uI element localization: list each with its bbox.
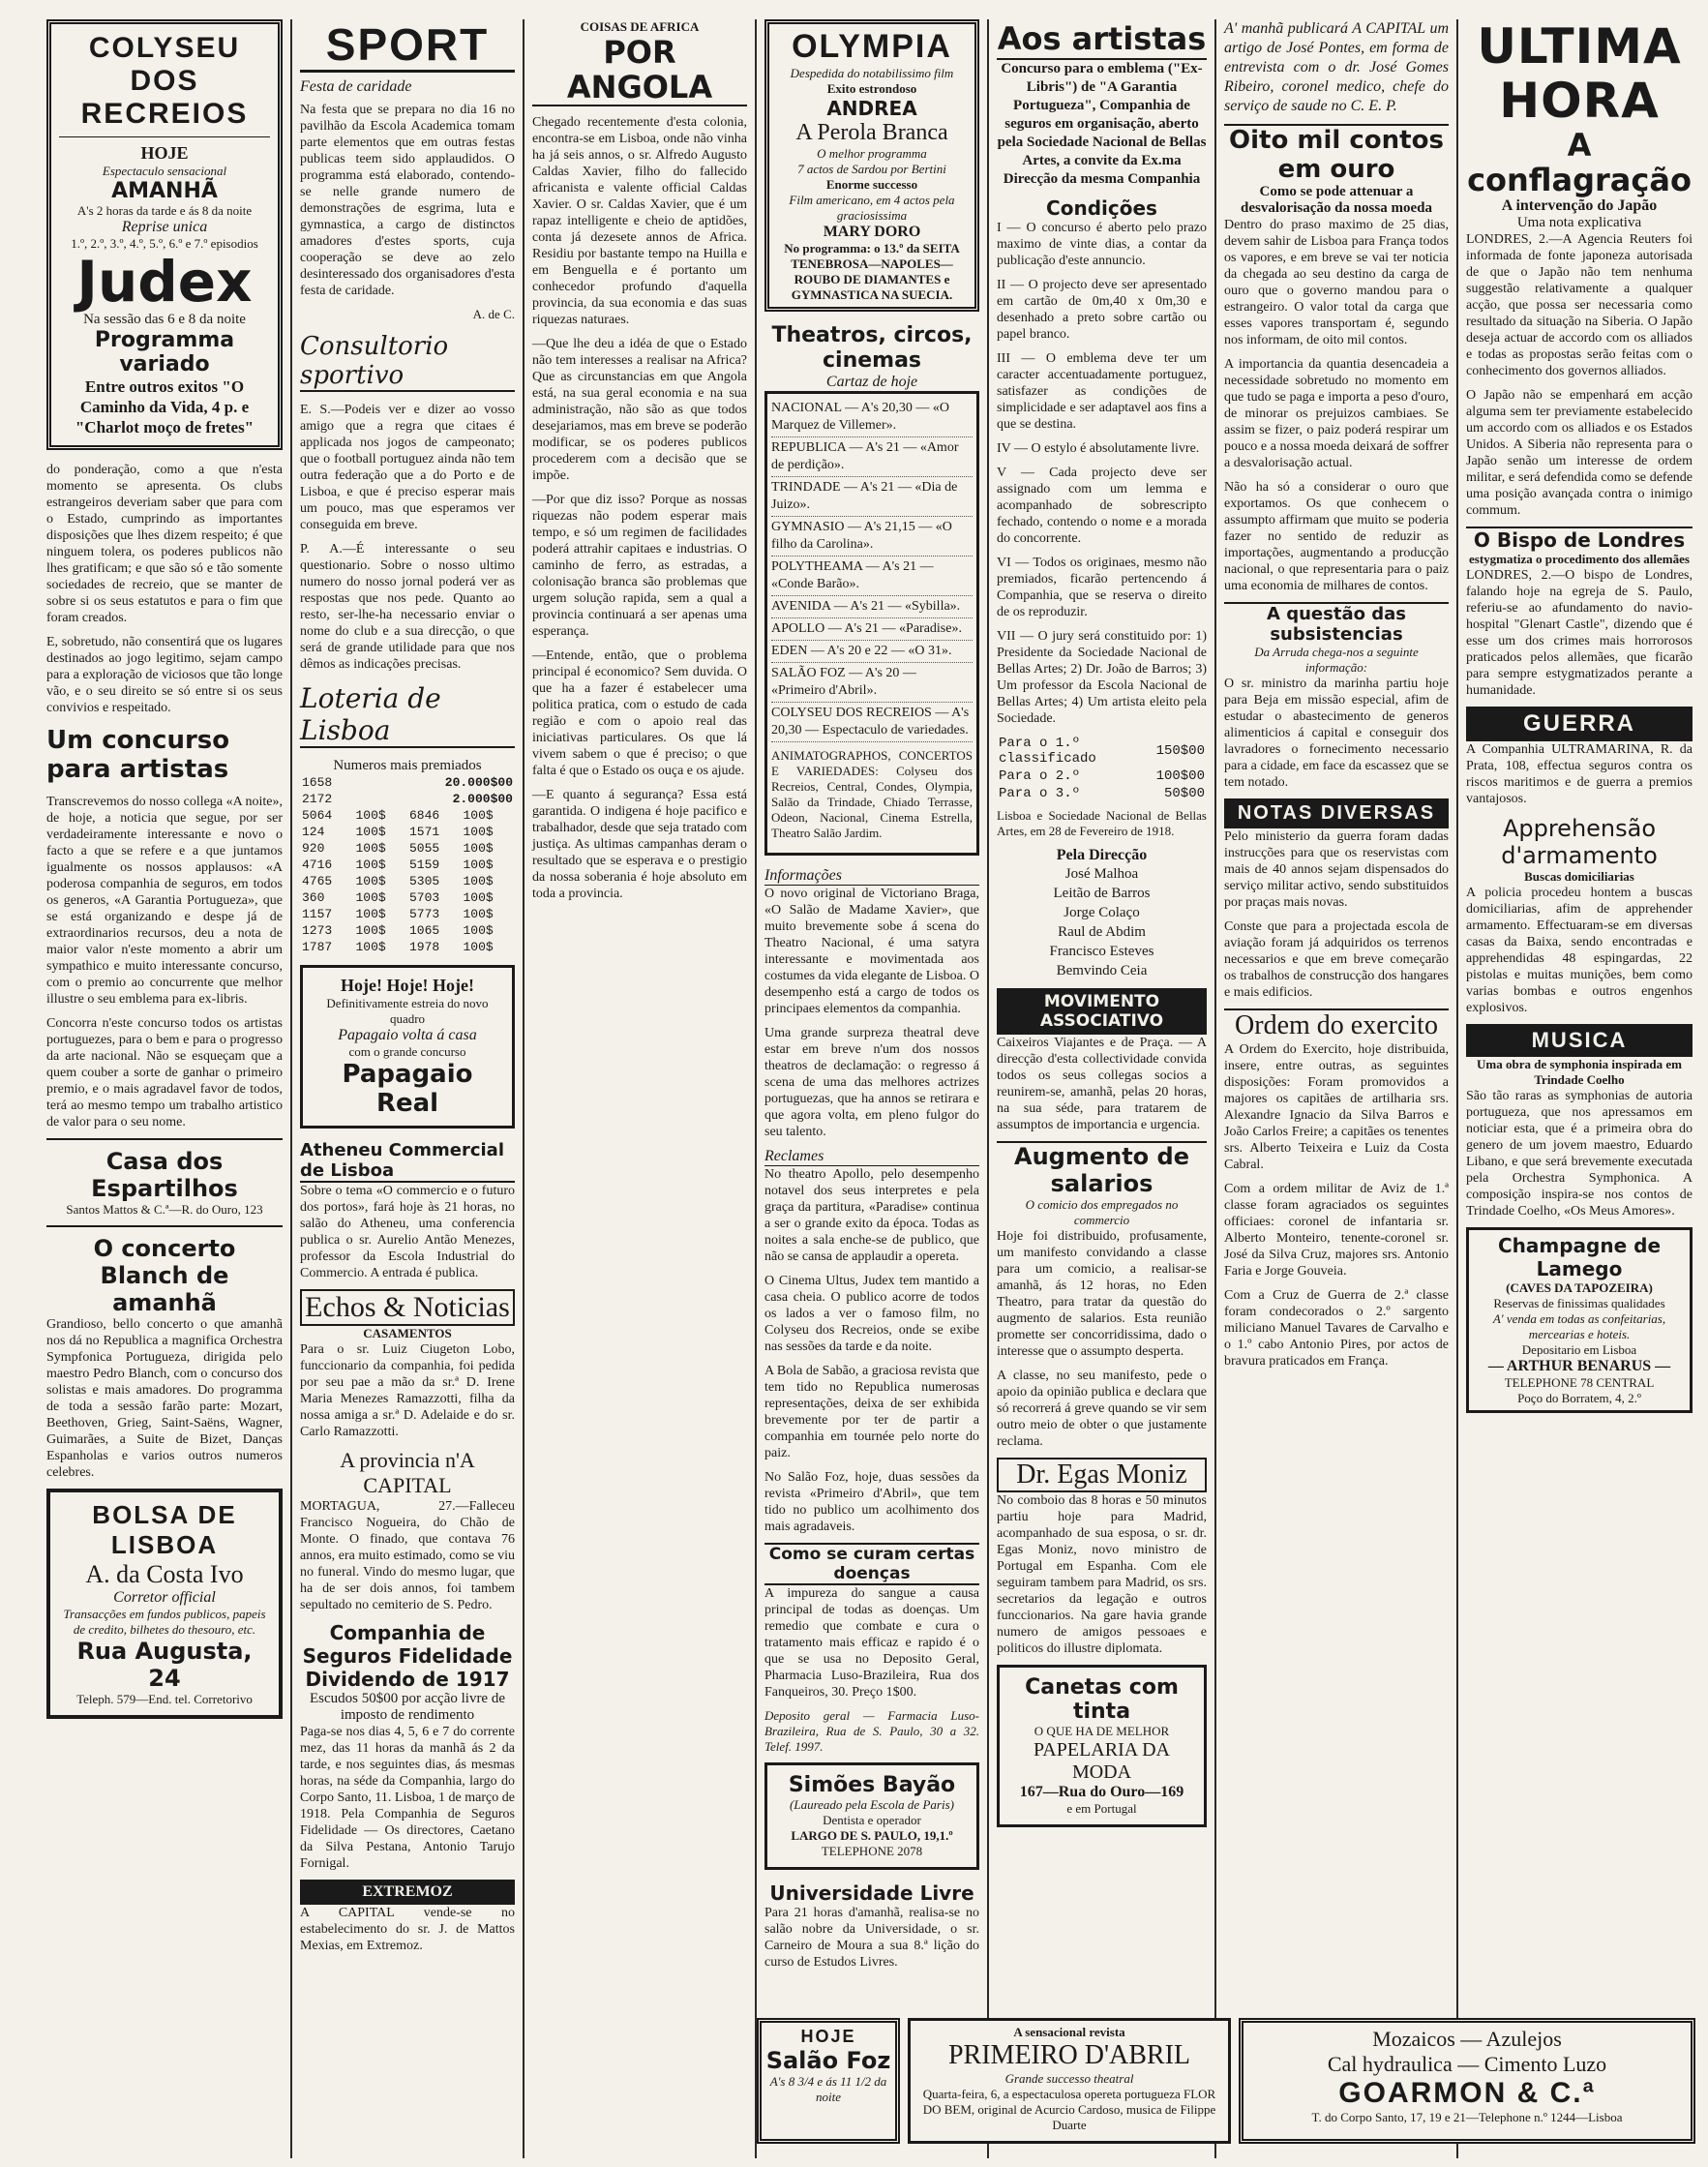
column-7 [1458,19,1700,2158]
loteria-cell: 100$ [463,890,494,905]
loteria-cell: 100$ [463,940,494,954]
premio-row [997,735,1207,767]
olympia-enorme: Enorme successo [825,177,918,192]
olympia-programma: No programma: o 13.º da SEITA TENEBROSA—NAPOLES—ROUBO DE DIAMANTES e GYMNASTICA NA SUECIA. [784,241,960,302]
festa-title: Festa de caridade [300,78,412,95]
cartaz-item: NACIONAL — A's 20,30 — «O Marquez de Villemer». [771,398,973,437]
goarmon-title: GOARMON & C.ª [1338,2077,1596,2109]
espartilhos-ad [46,1148,283,1218]
loteria-prize: 20.000$00 [444,775,513,790]
canetas-ad [997,1665,1207,1827]
premio-row [997,785,1207,802]
movimento-title: MOVIMENTO ASSOCIATIVO [997,988,1207,1035]
casamentos-title: CASAMENTOS [363,1326,452,1340]
loteria-row [300,939,515,955]
loteria-row [300,824,515,840]
champagne-desc: Reservas de finissimas qualidades [1493,1296,1665,1310]
grande-successo: Grande successo theatral [1004,2071,1134,2086]
olympia-melhor: O melhor programma [817,146,927,161]
primeiro-abril-ad [908,2018,1231,2144]
angola-text: —Por que diz isso? Porque as nossas riquezas não podem esperar mais tempo, e só um regimen de facilidades poderá attrahir capitaes e industrias. O caminho de ferro, as estradas, a colonisação branca são problemas que urgem solução rapida, sem a qual a provincia continuará a ser apenas uma esperança. [532,493,747,639]
bispo-text: LONDRES, 2.—O bispo de Londres, falando hoje na egreja de S. Paulo, referiu-se ao afundamento do navio-hospital "Glenart Castle", dizendo que é esse um dos crimes mais horrorosos praticados pelos allemães, que ficarão para sempre estygmatizados perante a humanidade. [1466,568,1693,698]
espartilhos-address: Santos Mattos & C.ª—R. do Ouro, 123 [66,1202,263,1217]
cal-hydraulica: Cal hydraulica — Cimento Luzo [1327,2052,1607,2076]
condicoes-title: Condições [1046,196,1157,220]
papagaio-hoje: Hoje! Hoje! Hoje! [341,976,474,995]
atheneu-text: Sobre o tema «O commercio e o futuro dos portos», fará hoje às 21 horas, no salão do Atheneu, uma conferencia publica o sr. Aurelio Antão Menezes, professor da Escola Industrial do Commercio. A entrada é publica. [300,1184,515,1280]
artistas-title: Aos artistas [997,19,1207,60]
loteria-row [300,906,515,922]
loteria-cell: 100$ [463,825,494,839]
quarta-feira: Quarta-feira, 6, a espectaculosa opereta portugueza FLOR DO BEM, original de Acurcio Cardoso, musica de Filippe Duarte [922,2087,1216,2132]
angola-text: —E quanto á segurança? Essa está garantida. O indigena é hoje pacifico e trabalhador, desde que seja tratado com justiça. As ultimas campanhas deram o resultado que se esperava e o prestigio da nossa soberania é hoje absoluto em toda a provincia. [532,788,747,901]
salao-horas: A's 8 3/4 e ás 11 1/2 da noite [769,2074,887,2104]
papelaria-subtitle: e em Portugal [1066,1801,1137,1816]
loteria-cell: 5773 [409,907,440,921]
musica-text: São tão raras as symphonias de autoria portugueza, que nos apressamos em noticiar esta, que é a primeira obra do genero de um jovem maestro, Eduardo Libano, e que será brevemente executada pela Orchestra Symphonica. A composição inspira-se nos contos de Trindade Coelho, «Os Meus Amores». [1466,1089,1693,1219]
loteria-row [300,857,515,873]
cartaz-item: GYMNASIO — A's 21,15 — «O filho da Carolina». [771,517,973,557]
sensacional-label: A sensacional revista [1013,2025,1125,2039]
olympia-andrea: ANDREA [826,97,917,120]
column-5 [989,19,1214,2158]
sport-title: SPORT [300,19,515,73]
guerra-title: GUERRA [1466,707,1693,741]
bolsa-role: Corretor official [113,1589,216,1606]
mozaicos: Mozaicos — Azulejos [1372,2027,1562,2051]
pela-direccao: Pela Direcção [1056,847,1148,863]
olympia-film: Film americano, em 4 actos pela graciosissima [789,193,955,223]
japao-title: A intervenção do Japão [1501,197,1658,214]
colyseu-reprise: Reprise unica [121,219,208,235]
loteria-row [300,807,515,824]
festa-text: Na festa que se prepara no dia 16 no pavilhão da Escola Academica tomam parte elementos que em outras festas publicas teem sido applaudidos. O programma está elaborado, contendo-se nelle grande numero de demonstrações de esgrima, luta e gymnastica, a cargo de distinctos amadores d'estes sports, cuja cooperação se deve ao zelo desinteressado dos organisadores d'esta festa de caridade. [300,103,515,298]
artistas-text: Concurso para o emblema ("Ex-Libris") de "A Garantia Portugueza", Companhia de seguros em organisação, aberto pela Sociedade Nacional de Bellas Artes, a convite da Ex.ma Direcção da mesma Companhia [997,61,1207,187]
loteria-cell: 100$ [355,923,386,938]
musica-subtitle: Uma obra de symphonia inspirada em Trindade Coelho [1477,1057,1682,1087]
oito-text: A importancia da quantia desencadeia a necessidade sobretudo no momento em que tudo se paga e importa a peso d'ouro, de minorar os prejuizos cambiaes. Se assim se fizer, o paiz poderá respirar um pouco e a nossa moeda deixará de soffrer a desvalorisação actual. [1224,357,1449,470]
loteria-cell: 100$ [355,907,386,921]
premio-label: Para o 2.º [999,768,1081,784]
curam-signature: Deposito geral — Farmacia Luso-Brazileira, Rua de S. Paulo, 30 a 32. Telef. 1997. [764,1708,979,1754]
jury-name: Raul de Abdim [1058,924,1146,940]
simoes-subtitle: (Laureado pela Escola de Paris) [790,1797,954,1812]
cartaz-item: REPUBLICA — A's 21 — «Amor de perdição». [771,437,973,477]
cartaz-item: APOLLO — A's 21 — «Paradise». [771,618,973,641]
colyseu-horas: A's 2 horas da tarde e ás 8 da noite [76,203,253,218]
concerto-text: Grandioso, bello concerto o que amanhã nos dá no Republica a magnifica Orchestra Sympfonica Portugueza, dirigida pelo maestro Pedro Blanch, com o concurso dos solistas e mais amadores. Do programma de toda a sessão farão parte: Mozart, Beethoven, Grieg, Saint-Saëns, Wagner, Guimarães, a Suite de Bizet, Danças Espanholas e varios outros numeros celebres. [46,1317,283,1480]
champagne-subtitle: (CAVES DA TAPOZEIRA) [1506,1280,1653,1295]
loteria-row [300,840,515,857]
loteria-row [300,922,515,939]
loteria-cell: 5305 [409,874,440,888]
colyseu-hoje: HOJE [140,143,189,163]
apprehensao-title: Apprehensão d'armamento [1501,815,1658,869]
jury-names [997,864,1207,980]
extremoz-title: EXTREMOZ [300,1880,515,1905]
condicao-item: VII — O jury será constituido por: 1) Presidente da Sociedade Nacional de Bellas Artes; 2) Dr. João de Barros; 3) Um professor da Escola Nacional de Bellas Artes; 4) Um artista eleito pela Sociedade. [997,629,1207,726]
papagaio-ad [300,965,515,1129]
festa-signature: A. de C. [472,307,515,321]
animatographos-text: ANIMATOGRAPHOS, CONCERTOS E VARIEDADES: Colyseu dos Recreios, Central, Condes, Olympia, Salão da Trindade, Chiado Terrasse, Odeon, Nacional, Cinema Estrella, Theatro Salão Jardim. [771,748,973,840]
loteria-cell: 100$ [355,890,386,905]
informacoes-text: O novo original de Victoriano Braga, «O Salão de Madame Xavier», que muito brevemente sobe á scena do Theatro Nacional, é uma satyra interessante e movimentada aos costumes da vida elegante de Lisboa. O desempenho está a cargo de todos os principaes elementos da companhia. [764,887,979,1016]
buscas-subtitle: Buscas domiciliarias [1524,869,1634,884]
loteria-top-row [300,774,515,791]
colyseu-programma: Programma variado [94,328,235,376]
goarmon-address: T. do Corpo Santo, 17, 19 e 21—Telephone n.º 1244—Lisboa [1311,2110,1623,2124]
column-6 [1216,19,1456,2158]
dividendo-title: Dividendo de 1917 [305,1668,510,1691]
papelaria-address: 167—Rua do Ouro—169 [1019,1784,1184,1800]
reclames-text: O Cinema Ultus, Judex tem mantido a casa cheia. O publico acorre de todos os lados a ver o famoso film, no Colyseu dos Recreios, onde se exibe nas sessões da tarde e da noite. [764,1274,979,1354]
universidade-title: Universidade Livre [769,1881,974,1905]
cartaz-item: COLYSEU DOS RECREIOS — A's 20,30 — Espectaculo de variedades. [771,703,973,742]
consultorio-text: E. S.—Podeis ver e dizer ao vosso amigo que a regra que citaes é applicada nos jogos de campeonato; que o football portuguez ainda não tem outra federação que a do Porto e de Lisboa, e que é preciso esperar mais um pouco, mas que esperamos ver conseguida em breve. [300,403,515,532]
questao-title: A questão das subsistencias [1224,602,1449,645]
amanha-intro: A' manhã publicará A CAPITAL um artigo de José Pontes, em forma de entrevista com o dr. José Gomes Ribeiro, coronel medico, chefe do serviço de saude no C. E. P. [1224,20,1449,114]
jury-name: Bemvindo Ceia [1056,963,1148,978]
ordem-text: Com a ordem militar de Aviz de 1.ª classe foram agraciados os seguintes officiaes: coronel de infantaria sr. Alberto Monteiro, tenente-coronel sr. José da Silva Cruz, majores srs. Antonio Faria e Jorge Gouveia. [1224,1182,1449,1279]
champagne-arthur: — ARTHUR BENARUS — [1487,1358,1671,1374]
notas-text: Pelo ministerio da guerra foram dadas instrucções para que os reservistas com mais de 40 annos sejam dispensados do serviço militar activo, sendo substituidos por praças mais novas. [1224,829,1449,910]
angola-text: —Entende, então, que o problema principal é economico? Sem duvida. O que ha a fazer é estabelecer uma politica pratica, com o estudo de cada região e com o apoio real das iniciativas particulares. Os que lá vivem sabem o que é preciso; o que falta é que o Estado os ouça e os ajude. [532,648,747,778]
loteria-cell: 100$ [463,858,494,872]
olympia-name: OLYMPIA [792,28,952,65]
loteria-row [300,889,515,906]
loteria-cell: 100$ [355,808,386,823]
provincia-text: MORTAGUA, 27.—Falleceu Francisco Nogueira, do Chão de Monte. O finado, que contava 76 annos, era muito estimado, como se viu no funeral. Vindo do mesmo lugar, que ha de ser dois annos, foi tambem sepultado no cemiterio de S. Pedro. [300,1499,515,1612]
angola-title: POR ANGOLA [532,35,747,106]
reclames-text: A Bola de Sabão, a graciosa revista que tem tido no Republica numerosas representações, deixa de ser exhibida brevemente por ter de partir a companhia em tournée pelo norte do paiz. [764,1364,979,1460]
loteria-cell: 4765 [302,874,333,888]
condicao-item: III — O emblema deve ter um caracter accentuadamente portuguez, satisfazer as condições de simplicidade e ser adaptavel aos fins a que se destina. [997,351,1207,432]
loteria-table [300,774,515,955]
ordem-title: Ordem do exercito [1224,1008,1449,1041]
loteria-number: 2172 [302,792,333,806]
condicao-item: VI — Todos os originaes, mesmo não premiados, ficarão pertencendo á Companhia, que se reserva o direito de os reproduzir. [997,556,1207,619]
champagne-text: A' venda em todas as confeitarias, mercearias e hoteis. [1492,1311,1666,1341]
salao-hoje: HOJE [800,2027,856,2046]
cartaz-item: SALÃO FOZ — A's 20 — «Primeiro d'Abril». [771,663,973,703]
premio-row [997,767,1207,785]
cartaz-item: POLYTHEAMA — A's 21 — «Conde Barão». [771,557,973,596]
olympia-ad [764,19,979,312]
papagaio-line: com o grande concurso [348,1044,466,1059]
concurso-text: Concorra n'este concurso todos os artistas portuguezes, para o bem e para o progresso da arte nacional. Não se esqueçam que a quem couber a sorte de ganhar o primeiro premio, e o mais agradavel favor de todos, terá ao mesmo tempo um trabalho artistico de valor para o seu nome. [46,1016,283,1129]
loteria-cell: 5064 [302,808,333,823]
jury-name: Francisco Esteves [1049,944,1154,959]
ordem-text: Com a Cruz de Guerra de 2.ª classe foram condecorados o 2.º sargento miliciano Manuel Tavares de Carvalho e o 1.º cabo Antonio Pires, por actos de bravura praticados em França. [1224,1288,1449,1369]
champagne-telephone: TELEPHONE 78 CENTRAL [1504,1375,1655,1390]
informacoes-text: Uma grande surpreza theatral deve estar em breve n'um dos nossos theatros de declamação: o regresso á scena de uma das melhores actrizes portuguezas, que ha annos se retirara e que agora volta, em pleno fulgor do seu talento. [764,1026,979,1139]
augmento-text: Hoje foi distribuido, profusamente, um manifesto convidando a classe para um comicio, a realisar-se amanhã, ás 12 horas, no Eden Theatro, para tratar da questão do augmento de salarios. Esta reunião promette ser concorridissima, dado o interesse que o assumpto desperta. [997,1229,1207,1359]
premio-value: 150$00 [1155,743,1205,759]
augmento-subtitle: O comicio dos empregados no commercio [1025,1197,1179,1227]
bispo-title: O Bispo de Londres [1466,527,1693,552]
signature-intro: Lisboa e Sociedade Nacional de Bellas Artes, em 28 de Fevereiro de 1918. [997,808,1207,838]
canetas-title: Canetas com tinta [1025,1675,1179,1724]
simoes-telephone: TELEPHONE 2078 [821,1844,923,1858]
article-text: do ponderação, como a que n'esta momento se apresenta. Os clubs estrangeiros deveriam saber que para com o Estado, cumprindo as importantes disposições que lhes dizem respeito; é que ninguem tolera, os poderes publicos não lhes gratificam; e que são só e tão somente sociedades de recreio, que se manter de sobre si os seus estatutos e para o fim que foram creados. [46,463,283,625]
egas-text: No comboio das 8 horas e 50 minutos partiu hoje para Madrid, acompanhado de sua esposa, o sr. dr. Egas Moniz, novo ministro de Portugal em Espanha. Com ele seguiram tambem para Madrid, os srs. secretarios da legação e outros funccionarios. Na gare havia grande numero de amigos pessoaes e politicos do illustre diplomata. [997,1493,1207,1656]
cartaz-title: Cartaz de hoje [825,374,918,390]
oito-text: Dentro do praso maximo de 25 dias, devem sahir de Lisboa para França todos os vapores, e em breve se vai ter noticia da chegada ao seu destino da carga de ouro que o governo mandou para o estrangeiro. O valor total da carga que esses vapores transportam é, segundo nos informam, de oito mil contos. [1224,218,1449,347]
jury-name: Jorge Colaço [1064,905,1140,920]
guerra-text: A Companhia ULTRAMARINA, R. da Prata, 108, effectua seguros contra os riscos maritimos e de guerra a premios vantajosos. [1466,742,1693,806]
loteria-cell: 100$ [355,874,386,888]
cartaz-item: EDEN — A's 20 e 22 — «O 31». [771,641,973,663]
concerto-title: O concerto Blanch de amanhã [93,1235,236,1316]
notas-text: Conste que para a projectada escola de aviação foram já adquiridos os terrenos necessarios e que em breve começarão os trabalhos de construcção dos hangares e mais edificios. [1224,919,1449,1000]
cartaz-item: AVENIDA — A's 21 — «Sybilla». [771,596,973,618]
primeiro-abril-title: PRIMEIRO D'ABRIL [947,2040,1191,2070]
simoes-title: Simões Bayão [788,1773,956,1797]
goarmon-ad [1239,2018,1695,2144]
provincia-title: A provincia n'A CAPITAL [340,1448,475,1497]
loteria-cell: 100$ [463,808,494,823]
condicao-item: II — O projecto deve ser apresentado em cartão de 0m,40 x 0m,30 e desenhado a preto sobre cartão ou papel branco. [997,278,1207,342]
canetas-subtitle: O QUE HA DE MELHOR [1034,1724,1170,1738]
angola-text: —Que lhe deu a idéa de que o Estado não tem interesses a realisar na Africa? Que as circunstancias em que Angola está, na sua geral economia e na sua administração, não são as que todos desejariamos, mas em breve se poderão modificar, se os poderes publicos procederem com a decisão que se impõe. [532,337,747,483]
papagaio-line: Definitivamente estreia do novo quadro [326,996,489,1026]
loteria-cell: 100$ [355,825,386,839]
theatros-title: Theatros, circos, cinemas [771,323,973,373]
column-4 [757,19,987,2158]
premio-value: 50$00 [1163,786,1205,801]
augmento-title: Augmento de salarios [997,1141,1207,1197]
espartilhos-title: Casa dos Espartilhos [91,1148,238,1202]
loteria-cell: 6846 [409,808,440,823]
loteria-cell: 4716 [302,858,333,872]
premio-value: 100$00 [1155,768,1205,784]
ultima-hora-title: ULTIMA HORA [1477,19,1682,129]
oito-title: Oito mil contos em ouro [1224,124,1449,184]
bispo-subtitle: estygmatiza o procedimento dos allemães [1469,552,1690,566]
simoes-desc: Dentista e operador [823,1813,921,1827]
nota-text: LONDRES, 2.—A Agencia Reuters foi informada de fonte japoneza autorisada de que o Japão não tem nenhuma suggestão relativamente a qualquer acção, que possa ser necessaria como resultado da situação na Siberia. O Japão deseja actuar de accordo com os alliados e todas as propostas serão feitas com o conhecimento dos governos alliados. [1466,232,1693,378]
olympia-exito: Exito estrondoso [826,81,917,96]
atheneu-title: Atheneu Commercial de Lisboa [300,1140,515,1183]
loteria-cell: 1065 [409,923,440,938]
loteria-top-row [300,791,515,807]
concurso-title: Um concurso para artistas [46,726,230,784]
loteria-cell: 100$ [463,874,494,888]
condicao-item: IV — O estylo é absolutamente livre. [997,441,1200,456]
loteria-title: Loteria de Lisboa [300,682,515,748]
augmento-text: A classe, no seu manifesto, pede o apoio da opinião publica e declara que só recorrerá á greve quando se vir sem outro meio de obter o que justamente reclama. [997,1369,1207,1449]
jury-name: Leitão de Barros [1053,886,1151,901]
questao-subtitle: Da Arruda chega-nos a seguinte informação: [1254,645,1419,675]
notas-title: NOTAS DIVERSAS [1224,798,1449,828]
oito-text: Não ha só a considerar o ouro que exportamos. Os que conhecem o assumpto affirmam que muito se poderia fazer no sentido de reduzir as importações, augmentando a producção nacional, o que representaria para o paiz uma economia de milhares de contos. [1224,480,1449,593]
loteria-cell: 100$ [463,841,494,856]
apprehensao-text: A policia procedeu hontem a buscas domiciliarias, afim de apprehender armamento. Effectuaram-se em diversas casas da Baixa, sendo encontradas e apprehendidas 48 espingardas, 22 pistolas e muitas munições, bem como varias bombas e outros engenhos explosivos. [1466,886,1693,1015]
olympia-mary: MARY DORO [823,224,921,240]
simoes-ad [764,1762,979,1870]
concurso-text: Transcrevemos do nosso collega «A noite», de hoje, a noticia que segue, por ser verdadeiramente interessante e novo o facto a que se refere e a que juntamos igualmente os nossos applausos: «A poderosa companhia de seguros, em todos os generos, «A Garantia Portugueza», que se está organizando e despe já de extraordinarios recursos, deu a nota de maior valor n'este momento a abrir um sympathico e muito interessante concurso, com o premio ao concurrente que melhor illustre o seu emblema para ex-libris. [46,795,283,1007]
olympia-actos: 7 actos de Sardou por Bertini [797,162,946,176]
salao-title: Salão Foz [765,2047,891,2074]
loteria-cell: 100$ [355,841,386,856]
questao-text: O sr. ministro da marinha partiu hoje para Beja em missão especial, afim de estudar o abastecimento de generos alimenticios á capital e conseguir dos lavradores o fornecimento necessario para a cidade, em face da escassez que se tem notado. [1224,677,1449,790]
consultorio-title: Consultorio sportivo [300,332,515,392]
reclames-text: No Salão Foz, hoje, duas sessões da revista «Primeiro d'Abril», que tem tido no publico um acolhimento dos mais agradaveis. [764,1470,979,1534]
loteria-cell: 100$ [463,923,494,938]
bolsa-address: Rua Augusta, 24 [76,1638,253,1692]
dividendo-text: Paga-se nos dias 4, 5, 6 e 7 do corrente mez, das 11 horas da manhã ás 2 da tarde, e nos seguintes dias, ás mesmas horas, na séde da Companhia, largo do Corpo Santo, 11. Lisboa, 1 de março de 1918. Pela Companhia de Seguros Fidelidade — Os directores, Caetano da Silva Pestana, Antonio Tarujo Fornigal. [300,1725,515,1871]
simoes-address: LARGO DE S. PAULO, 19,1.º [791,1828,953,1843]
loteria-cell: 1273 [302,923,333,938]
cartaz-box [764,391,979,856]
informacoes-title: Informações [764,867,979,886]
loteria-number: 1658 [302,775,333,790]
egas-title: Dr. Egas Moniz [997,1458,1207,1492]
curam-title: Como se curam certas doenças [764,1543,979,1585]
loteria-cell: 100$ [355,858,386,872]
loteria-row [300,873,515,889]
loteria-cell: 1157 [302,907,333,921]
champagne-ad [1466,1227,1693,1413]
condicoes-list [997,220,1207,727]
loteria-cell: 5703 [409,890,440,905]
papelaria-title: PAPELARIA DA MODA [1034,1739,1170,1783]
champagne-depositario: Depositario em Lisboa [1521,1342,1637,1357]
premio-label: Para o 3.º [999,786,1081,801]
loteria-cell: 100$ [463,907,494,921]
colyseu-title: COLYSEU DOS RECREIOS [80,32,249,130]
colyseu-amanha: AMANHÃ [111,179,218,203]
universidade-text: Para 21 horas d'amanhã, realisa-se no salão nobre da Universidade, o sr. Carneiro de Moura a sua 8.ª lição do curso de Estudos Livres. [764,1906,979,1970]
salao-foz-ad [757,2018,900,2144]
champagne-address: Poço do Borratem, 4, 2.º [1517,1391,1641,1405]
olympia-perola: A Perola Branca [795,120,948,145]
loteria-cell: 920 [302,841,325,856]
colyseu-episodes: 1.º, 2.º, 3.º, 4.º, 5.º, 6.º e 7.º episodios [71,236,258,251]
colyseu-espectaculo: Espectaculo sensacional [102,164,227,178]
loteria-cell: 1978 [409,940,440,954]
papagaio-line: Papagaio volta á casa [338,1027,477,1043]
bolsa-ad [46,1489,283,1719]
nota-title: Uma nota explicativa [1516,215,1642,230]
loteria-cell: 1787 [302,940,333,954]
colyseu-sessao: Na sessão das 6 e 8 da noite [83,312,246,327]
loteria-subtitle: Numeros mais premiados [333,758,482,773]
extremoz-text: A CAPITAL vende-se no estabelecimento do sr. J. de Mattos Mexias, em Extremoz. [300,1906,515,1953]
nota-text: O Japão não se empenhará em acção alguma sem ter previamente estabelecido um accordo com os alliados e os Estados Unidos. A Siberia não representa para o Japão senão um interesse de ordem militar, e será defendida como se defende uma posição avançada contra o inimigo commum. [1466,388,1693,518]
curam-text: A impureza do sangue a causa principal de todas as doenças. Um remedio que combate e cura o tratamento mais efficaz e rapido é o que se usa no Deposito Geral, Pharmacia Luso-Brazileira, Rua dos Fanqueiros, 30. Preço 1$00. [764,1586,979,1700]
dividendo-subtitle: Escudos 50$00 por acção livre de imposto de rendimento [309,1691,506,1723]
musica-title: MUSICA [1466,1024,1693,1057]
colyseu-ad [46,19,283,450]
echos-title: Echos & Noticias [300,1289,515,1326]
companhia-title: Companhia de Seguros Fidelidade [302,1621,513,1668]
loteria-cell: 124 [302,825,325,839]
loteria-cell: 5159 [409,858,440,872]
bolsa-name: A. da Costa Ivo [85,1560,244,1588]
consultorio-text: P. A.—É interessante o seu questionario. Sobre o nosso ultimo numero do nosso jornal poderá ver as respostas que nos pede. Quanto ao resto, ser-lhe-ha necessario enviar o nome do club e a sua direcção, o que será de grande utilidade para que nos dêmos as indicações precisas. [300,542,515,672]
article-text: E, sobretudo, não consentirá que os lugares destinados ao jogo legitimo, sejam campo para a exploração de viciosos que tão longe vão, e o seu direito se só entre si os seus convivios e respeitado. [46,635,283,715]
loteria-cell: 5055 [409,841,440,856]
ordem-text: A Ordem do Exercito, hoje distribuida, insere, entre outras, as seguintes disposições: Foram promovidos a majores os capitães de artilharia srs. Alexandre Ignacio da Silva Barros e João Carlos Freire; a capitães os tenentes srs. Alberto Teixeira e Luiz da Costa Cabral. [1224,1042,1449,1172]
bolsa-desc: Transacções em fundos publicos, papeis de credito, bilhetes do thesouro, etc. [63,1607,266,1637]
angola-text: Chegado recentemente d'esta colonia, encontra-se em Lisboa, onde não vinha ha já seis annos, o sr. Alfredo Augusto Caldas Xavier, filho do fallecido africanista e valente official Caldas Xavier. O sr. Caldas Xavier, que é um rapaz intelligente e cheio de aptidões, conta já dezesete annos de Africa. Residiu por bastante tempo na Huilla e em Benguella e é portanto um conhecedor profundo d'aquella provincia, da sua economia e das suas riquezas naturaes. [532,115,747,327]
conflagracao-title: A conflagração [1467,127,1692,198]
olympia-despedida: Despedida do notabilissimo film [790,66,954,80]
reclames-title: Reclames [764,1148,979,1166]
champagne-title: Champagne de Lamego [1497,1234,1662,1280]
column-3 [524,19,755,2158]
column-1 [39,19,290,2158]
bolsa-telephone: Teleph. 579—End. tel. Corretorivo [76,1692,253,1706]
colyseu-entre: Entre outros exitos "O Caminho da Vida, 4 p. e "Charlot moço de fretes" [75,377,255,436]
bottom-ads [757,2018,1695,2144]
coisas-africa: COISAS DE AFRICA [580,19,700,34]
cartaz-list [771,398,973,742]
loteria-cell: 1571 [409,825,440,839]
loteria-cell: 100$ [355,940,386,954]
reclames-text: No theatro Apollo, pelo desempenho notavel dos seus interpretes e pela graça da partitura, «Paradise» continua a ser o grande exito da época. Todas as noites a sala enche-se de publico, que não se cansa de applaudir a opereta. [764,1167,979,1264]
premio-label: Para o 1.º classificado [999,736,1096,767]
movimento-text: Caixeiros Viajantes e de Praça. — A direcção d'esta collectividade convida todos os seus collegas socios a reunirem-se, amanhã, pelas 20 horas, na sua séde, para tratarem de assumptos de importancia e urgencia. [997,1036,1207,1132]
oito-subtitle: Como se pode attenuar a desvalorisação da nossa moeda [1241,184,1432,216]
loteria-cell: 360 [302,890,325,905]
jury-name: José Malhoa [1064,866,1139,882]
cartaz-item: TRINDADE — A's 21 — «Dia de Juizo». [771,477,973,517]
condicao-item: V — Cada projecto deve ser assignado com um lemma e acompanhado de sobrescripto fechado, contendo o nome e a morada do concorrente. [997,466,1207,546]
colyseu-judex: Judex [76,249,253,315]
column-2 [292,19,523,2158]
casamentos-text: Para o sr. Luiz Ciugeton Lobo, funccionario da companhia, foi pedida por seu pae a mão da sr.ª D. Irene Maria Menezes Ramazzotti, filha da nossa amiga a sr.ª D. Adelaide e do sr. Carlo Ramazzotti. [300,1342,515,1439]
loteria-prize: 2.000$00 [452,792,513,806]
condicao-item: I — O concurso é aberto pelo prazo maximo de vinte dias, a contar da publicação d'este annuncio. [997,221,1207,268]
bolsa-title: BOLSA DE LISBOA [92,1500,237,1559]
papagaio-title: Papagaio Real [342,1060,473,1118]
premios-table [997,735,1207,802]
